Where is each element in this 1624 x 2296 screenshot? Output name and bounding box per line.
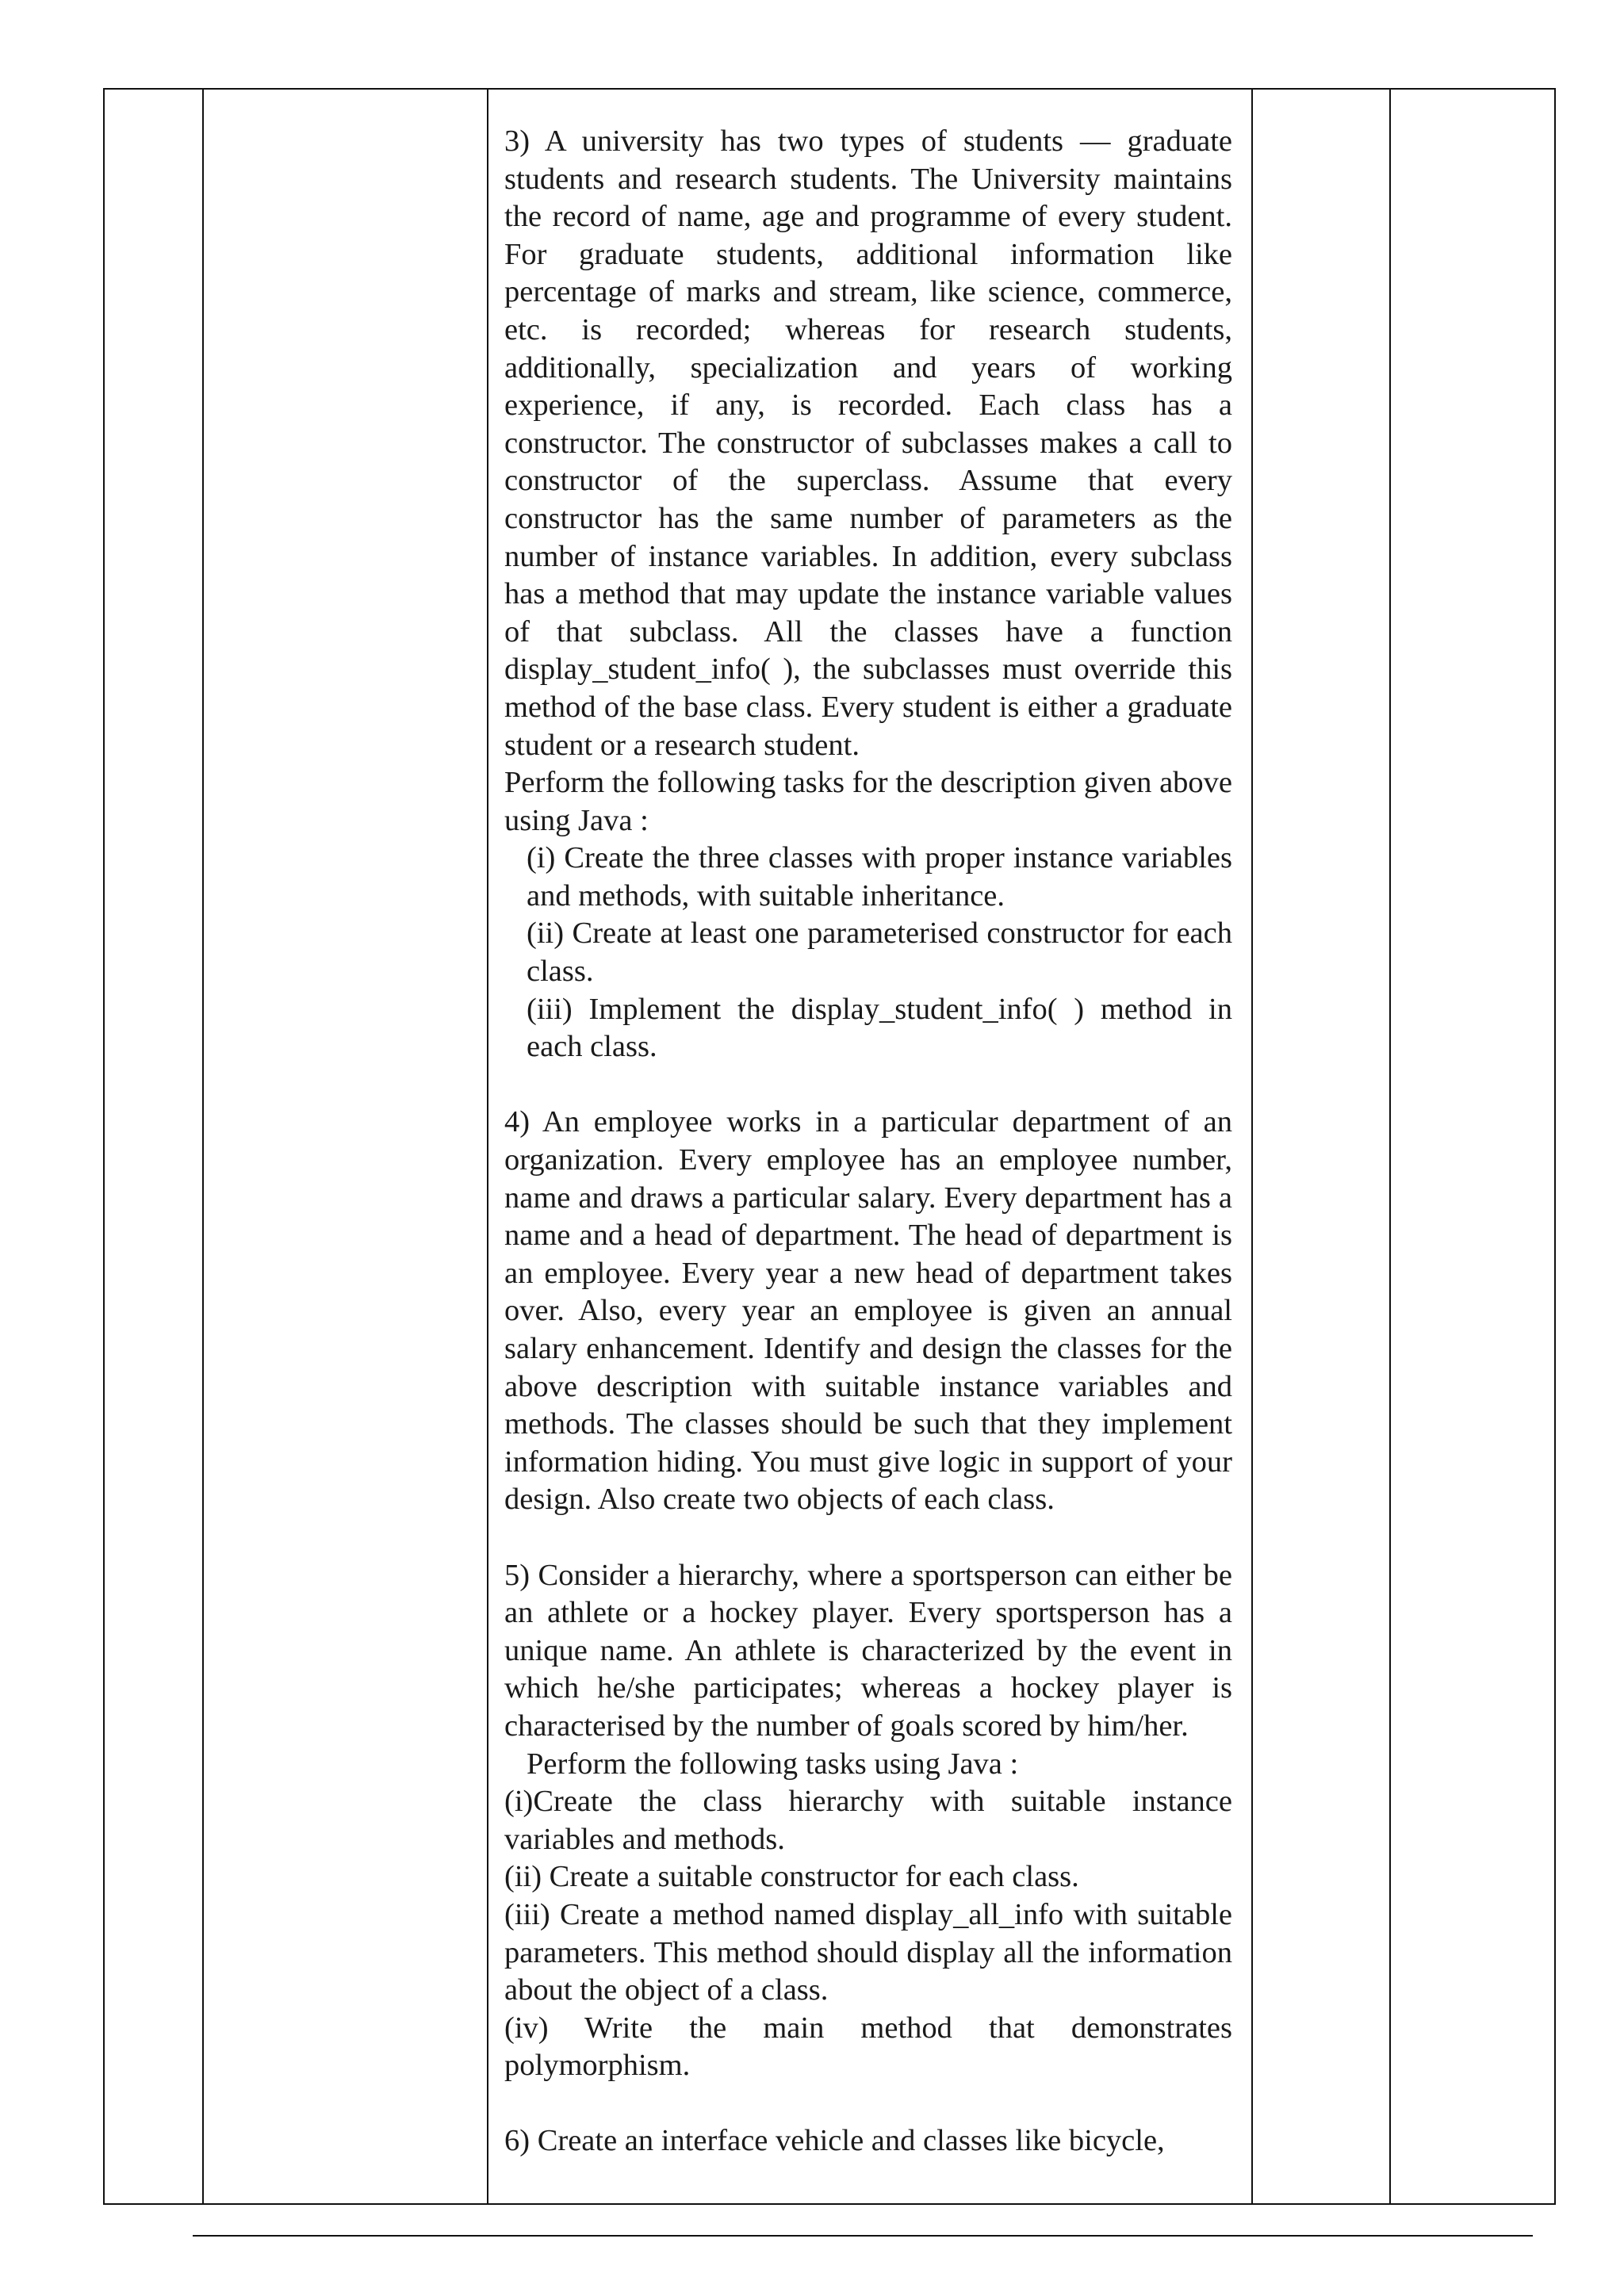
column-divider-4 (1389, 88, 1391, 2205)
question-4-text: 4) An employee works in a particular department of an organization. Every employee has an employee number, name and draws a particular salary. Every department has a name and a head of department. The head of department is an employee. Every year a new head of department takes over. Also, every year an employee is given an annual salary enhancement. Identify and design the classes for the above description with suitable instance variables and methods. The classes should be such that they implement information hiding. You must give logic in support of your design. Also create two objects of each class. (504, 1105, 1232, 1517)
question-5-lead: Perform the following tasks using Java : (527, 1747, 1019, 1781)
question-5-task-3: (iii) Create a method named display_all_info with suitable parameters. This method should display all the information about the object of a class. (504, 1897, 1232, 2007)
column-divider-1 (202, 88, 204, 2205)
question-5-text: 5) Consider a hierarchy, where a sportsperson can either be an athlete or a hockey player. Every sportsperson has a unique name. An athlete is characterized by the event in which he/she participates; whereas a hockey player is characterised by the number of goals scored by him/her. (504, 1558, 1232, 1743)
column-divider-3 (1251, 88, 1253, 2205)
column-divider-2 (487, 88, 488, 2205)
question-5-task-4: (iv) Write the main method that demonstrates polymorphism. (504, 2011, 1232, 2083)
question-5-task-1: (i)Create the class hierarchy with suitable instance variables and methods. (504, 1785, 1232, 1856)
question-3-task-2: (ii) Create at least one parameterised constructor for each class. (527, 916, 1232, 989)
question-3-task-3: (iii) Implement the display_student_info( ) method in each class. (527, 992, 1232, 1064)
question-6-text: 6) Create an interface vehicle and classes like bicycle, (504, 2124, 1165, 2158)
question-3-text: 3) A university has two types of students — graduate students and research students. The University maintains the record of name, age and programme of every student. For graduate students, additional information like percentage of marks and stream, like science, commerce, etc. is recorded; whereas for research students, additionally, specialization and years of working experience, if any, is recorded. Each class has a constructor. The constructor of subclasses makes a call to constructor of the superclass. Assume that every constructor has the same number of parameters as the number of instance variables. In addition, every subclass has a method that may update the instance variable values of that subclass. All the classes have a function display_student_info( ), the subclasses must override this method of the base class. Every student is either a graduate student or a research student. (504, 124, 1232, 762)
question-3-task-1: (i) Create the three classes with proper instance variables and methods, with suitable inheritance. (527, 841, 1232, 913)
question-3-lead: Perform the following tasks for the description given above using Java : (504, 766, 1232, 837)
question-5-task-2: (ii) Create a suitable constructor for each class. (504, 1860, 1079, 1894)
questions-cell (504, 123, 1232, 2160)
footer-rule (193, 2235, 1533, 2237)
